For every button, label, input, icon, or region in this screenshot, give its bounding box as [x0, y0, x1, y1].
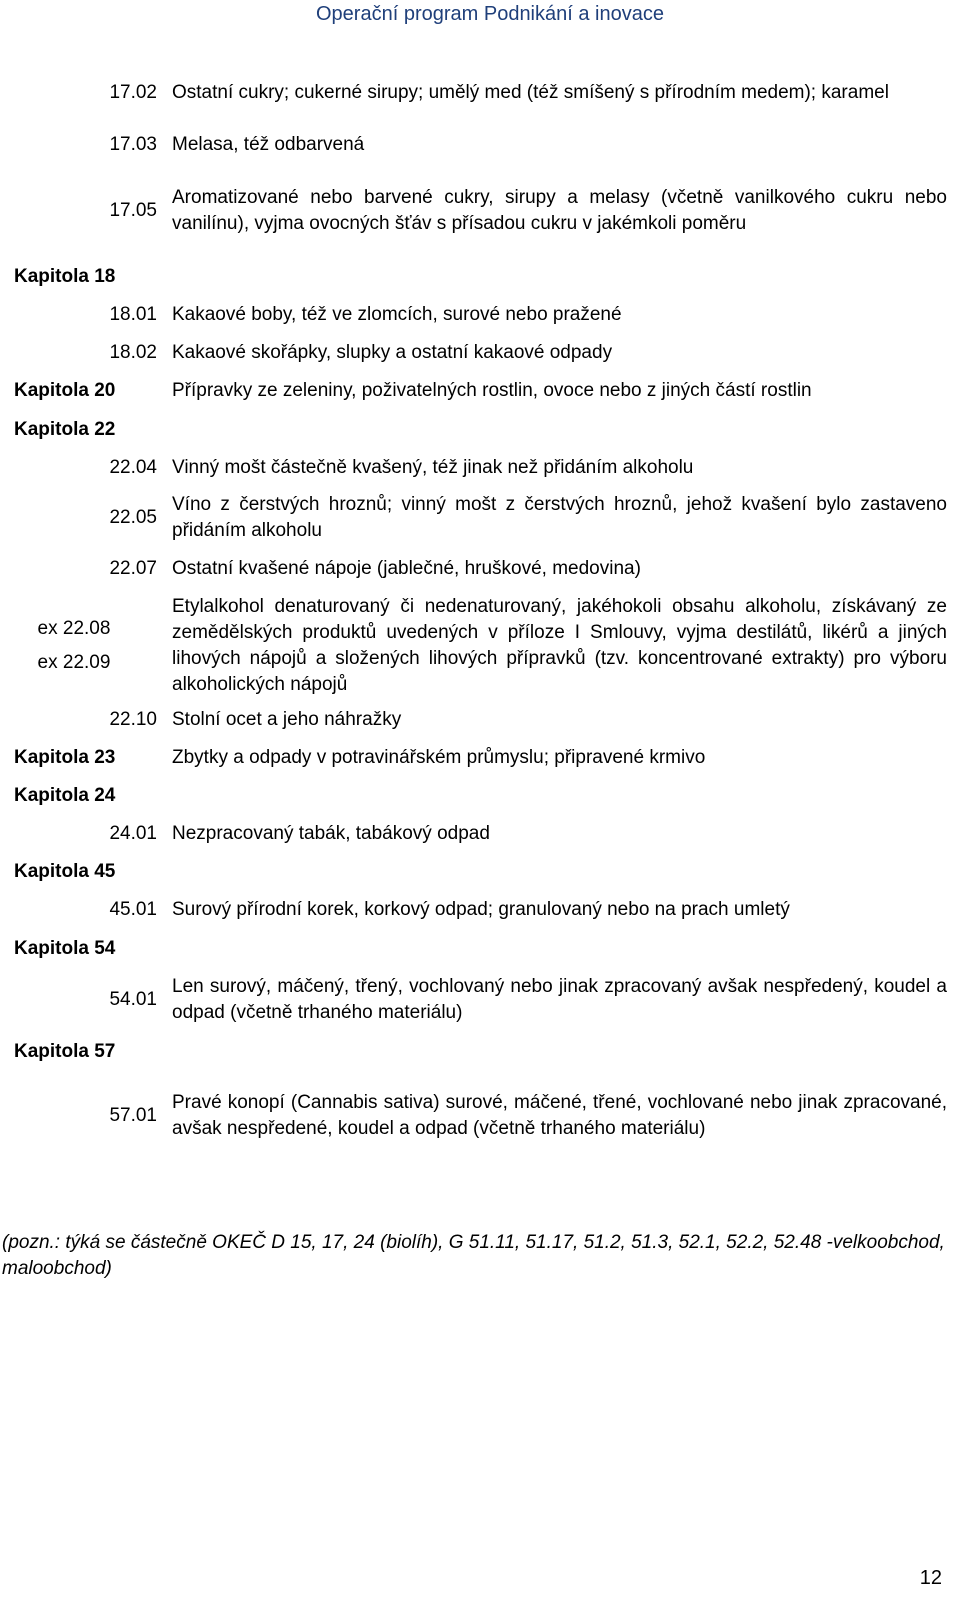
description-text: Ostatní cukry; cukerné sirupy; umělý med (též smíšený s přírodním medem); karamel [172, 82, 889, 103]
chapter-label [14, 783, 115, 809]
chapter-row [0, 417, 960, 443]
row-description [172, 492, 947, 544]
chapter-row [0, 745, 960, 771]
description-text: Aromatizované nebo barvené cukry, sirupy a melasy (včetně vanilkového cukru nebo vanilínu), vyjma ovocných šťáv s přísadou cukru v jakémkoli poměru [172, 187, 947, 234]
row-description [172, 556, 947, 582]
row-code [0, 897, 157, 923]
row-description [172, 897, 947, 923]
table-row [0, 556, 960, 582]
footnote: (pozn.: týká se částečně OKEČ D 15, 17, 24 (biolíh), G 51.11, 51.17, 51.2, 51.3, 52.1, 52.2, 52.48 -velkoobchod, maloobchod) [2, 1232, 945, 1279]
chapter-row [0, 859, 960, 885]
chapter-text: Kapitola 54 [14, 938, 116, 959]
table-row [0, 302, 960, 328]
chapter-row [0, 936, 960, 962]
row-code [0, 974, 157, 1026]
page-number: 12 [919, 1567, 942, 1589]
chapter-row [0, 264, 960, 290]
code-text: 17.03 [109, 134, 157, 155]
code-text: 22.05 [109, 507, 157, 528]
code-text: 22.10 [109, 709, 157, 730]
row-code [0, 340, 157, 366]
table-row [0, 132, 960, 158]
chapter-text: Kapitola 45 [14, 861, 116, 882]
row-code [0, 67, 157, 119]
code-text-2: ex 22.09 [37, 652, 111, 673]
description-text: Zbytky a odpady v potravinářském průmyslu; připravené krmivo [172, 747, 706, 768]
row-description [172, 172, 947, 250]
description-text: Nezpracovaný tabák, tabákový odpad [172, 823, 490, 844]
description-text: Melasa, též odbarvená [172, 134, 365, 155]
table-row [0, 67, 960, 119]
code-text: 57.01 [109, 1105, 157, 1126]
code-text: 45.01 [109, 899, 157, 920]
code-text: 18.01 [109, 304, 157, 325]
description-text: Stolní ocet a jeho náhražky [172, 709, 402, 730]
row-description [172, 455, 947, 481]
table-row [0, 897, 960, 923]
row-code [0, 556, 157, 582]
chapter-text: Kapitola 20 [14, 380, 116, 401]
chapter-text: Kapitola 57 [14, 1041, 116, 1062]
description-text: Ostatní kvašené nápoje (jablečné, hruškové, medovina) [172, 558, 641, 579]
table-row [0, 707, 960, 733]
code-text: 18.02 [109, 342, 157, 363]
table-row [0, 594, 960, 698]
row-code [0, 455, 157, 481]
chapter-label [14, 745, 115, 771]
row-description [172, 594, 947, 698]
description-text: Surový přírodní korek, korkový odpad; granulovaný nebo na prach umletý [172, 899, 790, 920]
row-description [172, 821, 947, 847]
chapter-label [14, 378, 115, 404]
page-header [0, 0, 960, 26]
code-text: 22.07 [109, 558, 157, 579]
description-text: Pravé konopí (Cannabis sativa) surové, máčené, třené, vochlované nebo jinak zpracované, avšak nespředené, koudel a odpad (včetně trhaného materiálu) [172, 1092, 947, 1139]
description-text: Kakaové skořápky, slupky a ostatní kakaové odpady [172, 342, 613, 363]
row-description [172, 707, 947, 733]
table-row [0, 172, 960, 250]
table-row [0, 1077, 960, 1155]
chapter-text: Kapitola 18 [14, 266, 116, 287]
code-text: 22.04 [109, 457, 157, 478]
row-description [172, 302, 947, 328]
row-code [0, 821, 157, 847]
row-code [14, 594, 134, 698]
code-text: 17.05 [109, 200, 157, 221]
chapter-row [0, 1039, 960, 1065]
row-description [172, 340, 947, 366]
description-text: Přípravky ze zeleniny, poživatelných rostlin, ovoce nebo z jiných částí rostlin [172, 380, 812, 401]
row-code [0, 492, 157, 544]
chapter-label [14, 1039, 115, 1065]
chapter-label [14, 859, 115, 885]
table-row [0, 455, 960, 481]
table-row [0, 340, 960, 366]
row-description [172, 132, 947, 158]
row-code [0, 707, 157, 733]
table-row [0, 492, 960, 544]
row-description [172, 974, 947, 1026]
code-text: 54.01 [109, 989, 157, 1010]
chapter-text: Kapitola 23 [14, 747, 116, 768]
description-text: Víno z čerstvých hroznů; vinný mošt z čerstvých hroznů, jehož kvašení bylo zastaveno přidáním alkoholu [172, 494, 947, 541]
chapter-label [14, 936, 115, 962]
chapter-label [14, 417, 115, 443]
chapter-row [0, 378, 960, 404]
description-text: Etylalkohol denaturovaný či nedenaturovaný, jakéhokoli obsahu alkoholu, získávaný ze zemědělských produktů uvedených v příloze I Smlouvy, vyjma destilátů, likérů a jiných lihových nápojů a složených lihových přípravků (tzv. koncentrované extrakty) pro výboru alkoholických nápojů [172, 596, 947, 695]
row-code [0, 1077, 157, 1155]
row-description [172, 745, 947, 771]
row-code [0, 132, 157, 158]
table-row [0, 821, 960, 847]
row-description [172, 67, 947, 119]
header-title: Operační program Podnikání a inovace [316, 3, 664, 25]
chapter-text: Kapitola 22 [14, 419, 116, 440]
description-text: Len surový, máčený, třený, vochlovaný nebo jinak zpracovaný avšak nespředený, koudel a odpad (včetně trhaného materiálu) [172, 976, 947, 1023]
row-code [0, 302, 157, 328]
chapter-text: Kapitola 24 [14, 785, 116, 806]
row-code [0, 172, 157, 250]
chapter-label [14, 264, 115, 290]
description-text: Vinný mošt částečně kvašený, též jinak než přidáním alkoholu [172, 457, 694, 478]
row-description [172, 378, 947, 404]
code-text: ex 22.08 [37, 618, 111, 639]
description-text: Kakaové boby, též ve zlomcích, surové nebo pražené [172, 304, 622, 325]
chapter-row [0, 783, 960, 809]
table-row [0, 974, 960, 1026]
row-description [172, 1077, 947, 1155]
code-text: 24.01 [109, 823, 157, 844]
code-text: 17.02 [109, 82, 157, 103]
